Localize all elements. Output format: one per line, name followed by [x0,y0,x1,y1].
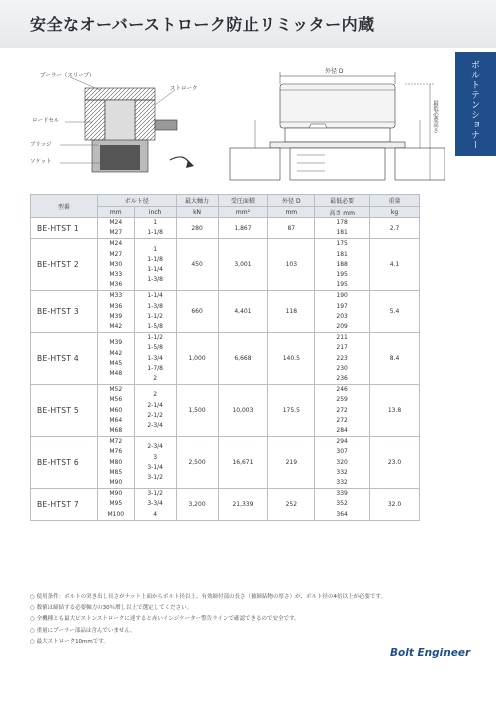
cell-load: 1,500 [176,385,218,437]
mm-value: M95 [109,500,123,508]
note-item: ○ 最大ストローク10mmです。 [30,637,386,648]
inch-value: 1-1/2 [147,312,163,320]
cell-area: 4,401 [218,291,268,333]
inch-value: 3 [153,453,158,461]
inch-value: 2-3/4 [147,421,163,429]
cell-weight: 32.0 [370,489,420,521]
inch-value: 3-1/2 [147,473,163,481]
inch-value: 1-1/8 [147,255,163,263]
header-bolt-dia: ボルト径 [97,195,176,207]
mm-value: M30 [109,260,123,268]
header-model: 型番 [31,195,98,218]
heights-value: 230 [336,364,348,372]
header-min-height: 最低必要 [315,195,370,207]
heights-value: 178 [336,219,348,226]
heights-value: 209 [336,323,348,331]
cell-outer: 118 [268,291,315,333]
inch-value: 1-7/8 [147,364,163,372]
mm-value: M27 [109,229,123,237]
page-title: 安全なオーバーストローク防止リミッター内蔵 [30,15,375,34]
mm-value: M36 [109,302,123,310]
heights-value: 203 [336,312,348,320]
note-item: ○ 使用条件：ボルトの突き出し長さがナット上面からボルト径以上、有効締付部の長さ（被締結物の厚さ）が、ボルト径の4倍以上が必要です。 [30,592,386,603]
mm-value: M36 [109,281,123,289]
cell-load: 2,500 [176,437,218,489]
cell-mm [97,333,134,385]
mm-value: M100 [107,510,125,518]
cell-mm [97,385,134,437]
label-outer-diameter: 外径 D [325,68,344,75]
mm-value: M24 [109,240,123,248]
heights-value: 195 [336,281,348,289]
heights-value: 236 [336,375,348,383]
cell-mm [97,239,134,291]
cell-weight: 23.0 [370,437,420,489]
mm-value: M42 [109,323,123,331]
header-max-load: 最大軸力 [176,195,218,207]
heights-value: 272 [336,406,348,414]
label-stroke: ストローク [170,86,198,92]
mm-value: M27 [109,250,123,258]
cell-weight: 13.8 [370,385,420,437]
heights-value: 272 [336,416,348,424]
cell-inch [134,333,176,385]
mm-value: M56 [109,396,123,404]
cell-area: 6,668 [218,333,268,385]
heights-value: 223 [336,354,348,362]
mm-value: M42 [109,349,123,357]
cell-heights [315,239,370,291]
side-tab-label: ボルトテンショナー [469,60,479,150]
inch-value: 1-1/8 [147,229,163,237]
table-row [31,385,420,437]
mm-value: M39 [109,339,123,347]
subheader-mm: mm [97,207,134,218]
cell-inch [134,218,176,239]
subheader-height-mm: 高さ mm [315,207,370,218]
inch-value: 2 [153,375,158,383]
side-view-diagram [225,60,445,188]
heights-value: 352 [336,500,348,508]
cell-outer: 219 [268,437,315,489]
inch-value: 1-5/8 [147,323,163,331]
heights-value: 181 [336,250,348,258]
inch-value: 2-1/2 [147,411,163,419]
mm-value: M39 [109,312,123,320]
subheader-kg: kg [370,207,420,218]
cell-model: BE-HTST 1 [31,218,98,239]
cell-mm [97,489,134,521]
header-area: 受圧面積 [218,195,268,207]
mm-value: M85 [109,468,123,476]
inch-value: 1-1/4 [147,292,163,300]
table-row [31,218,420,239]
cell-heights [315,218,370,239]
table-row [31,489,420,521]
cell-outer: 103 [268,239,315,291]
inch-value: 1 [153,245,158,253]
mm-value: M45 [109,359,123,367]
cell-outer: 252 [268,489,315,521]
heights-value: 190 [336,292,348,300]
mm-value: M80 [109,458,123,466]
mm-value: M60 [109,406,123,414]
heights-value: 307 [336,448,348,456]
heights-value: 217 [336,344,348,352]
cell-outer: 87 [268,218,315,239]
heights-value: 181 [336,229,348,237]
cell-load: 3,200 [176,489,218,521]
note-item: ○ 重量にプーラー部品は含んでいません。 [30,626,386,637]
cell-area: 16,671 [218,437,268,489]
heights-value: 332 [336,468,348,476]
cell-mm [97,437,134,489]
cell-model: BE-HTST 5 [31,385,98,437]
inch-value: 1-1/2 [147,334,163,342]
inch-value: 1 [153,219,158,226]
cell-model: BE-HTST 7 [31,489,98,521]
cell-model: BE-HTST 3 [31,291,98,333]
heights-value: 259 [336,396,348,404]
heights-value: 294 [336,438,348,446]
cell-load: 450 [176,239,218,291]
mm-value: M64 [109,416,123,424]
inch-value: 2 [153,391,158,399]
mm-value: M76 [109,448,123,456]
cell-inch [134,437,176,489]
cell-weight: 2.7 [370,218,420,239]
cell-model: BE-HTST 2 [31,239,98,291]
table-row [31,291,420,333]
cell-area: 10,003 [218,385,268,437]
label-socket: ソケット [30,159,52,165]
cell-area: 1,867 [218,218,268,239]
heights-value: 246 [336,386,348,394]
inch-value: 3-1/4 [147,463,163,471]
mm-value: M24 [109,219,123,226]
cell-heights [315,291,370,333]
header-outer: 外径 D [268,195,315,207]
cross-section-diagram [30,60,200,185]
cell-load: 1,000 [176,333,218,385]
note-item: ○ 数値は締結する必要軸力の30％増し以上で選定してください。 [30,603,386,614]
heights-value: 188 [336,260,348,268]
inch-value: 1-3/8 [147,302,163,310]
cell-outer: 140.5 [268,333,315,385]
header-weight: 重量 [370,195,420,207]
cell-inch [134,239,176,291]
mm-value: M52 [109,386,123,394]
cell-area: 21,339 [218,489,268,521]
subheader-mm-outer: mm [268,207,315,218]
cell-inch [134,489,176,521]
cell-weight: 8.4 [370,333,420,385]
inch-value: 4 [153,510,158,518]
label-min-height: 最低必要高さ [432,100,438,133]
cell-weight: 5.4 [370,291,420,333]
label-puller: プーラー（スリーブ） [40,73,95,79]
cell-heights [315,489,370,521]
cell-heights [315,333,370,385]
heights-value: 320 [336,458,348,466]
inch-value: 2-3/4 [147,443,163,451]
cell-heights [315,385,370,437]
cell-weight: 4.1 [370,239,420,291]
cell-mm [97,291,134,333]
heights-value: 195 [336,271,348,279]
cell-mm [97,218,134,239]
spec-table [30,194,420,521]
inch-value: 1-5/8 [147,344,163,352]
label-load-cell: ロードセル [32,118,60,124]
heights-value: 175 [336,240,348,248]
side-tab [455,52,496,156]
cell-inch [134,291,176,333]
cell-model: BE-HTST 6 [31,437,98,489]
cell-load: 280 [176,218,218,239]
mm-value: M72 [109,438,123,446]
heights-value: 364 [336,510,348,518]
inch-value: 1-1/4 [147,265,163,273]
inch-value: 3-3/4 [147,500,163,508]
cell-inch [134,385,176,437]
cell-model: BE-HTST 4 [31,333,98,385]
table-row [31,239,420,291]
table-row [31,437,420,489]
cell-load: 660 [176,291,218,333]
notes [30,592,386,648]
inch-value: 1-3/8 [147,276,163,284]
inch-value: 3-1/2 [147,490,163,498]
cell-area: 3,001 [218,239,268,291]
mm-value: M33 [109,292,123,300]
subheader-mm2: mm² [218,207,268,218]
mm-value: M90 [109,479,123,487]
label-bridge: ブリッジ [30,142,52,148]
heights-value: 332 [336,479,348,487]
heights-value: 211 [336,334,348,342]
mm-value: M33 [109,271,123,279]
cell-outer: 175.5 [268,385,315,437]
heights-value: 339 [336,490,348,498]
note-item: ○ 全機種とも最大ピストンストロークに達すると赤いインジケーター警告ラインで確認できるので安全です。 [30,614,386,625]
cell-heights [315,437,370,489]
subheader-inch: inch [134,207,176,218]
table-row [31,333,420,385]
heights-value: 197 [336,302,348,310]
subheader-kn: kN [176,207,218,218]
brand-logo: Bolt Engineer [390,647,471,659]
inch-value: 1-3/4 [147,354,163,362]
inch-value: 2-1/4 [147,401,163,409]
mm-value: M90 [109,490,123,498]
mm-value: M68 [109,427,123,435]
heights-value: 284 [336,427,348,435]
mm-value: M48 [109,369,123,377]
